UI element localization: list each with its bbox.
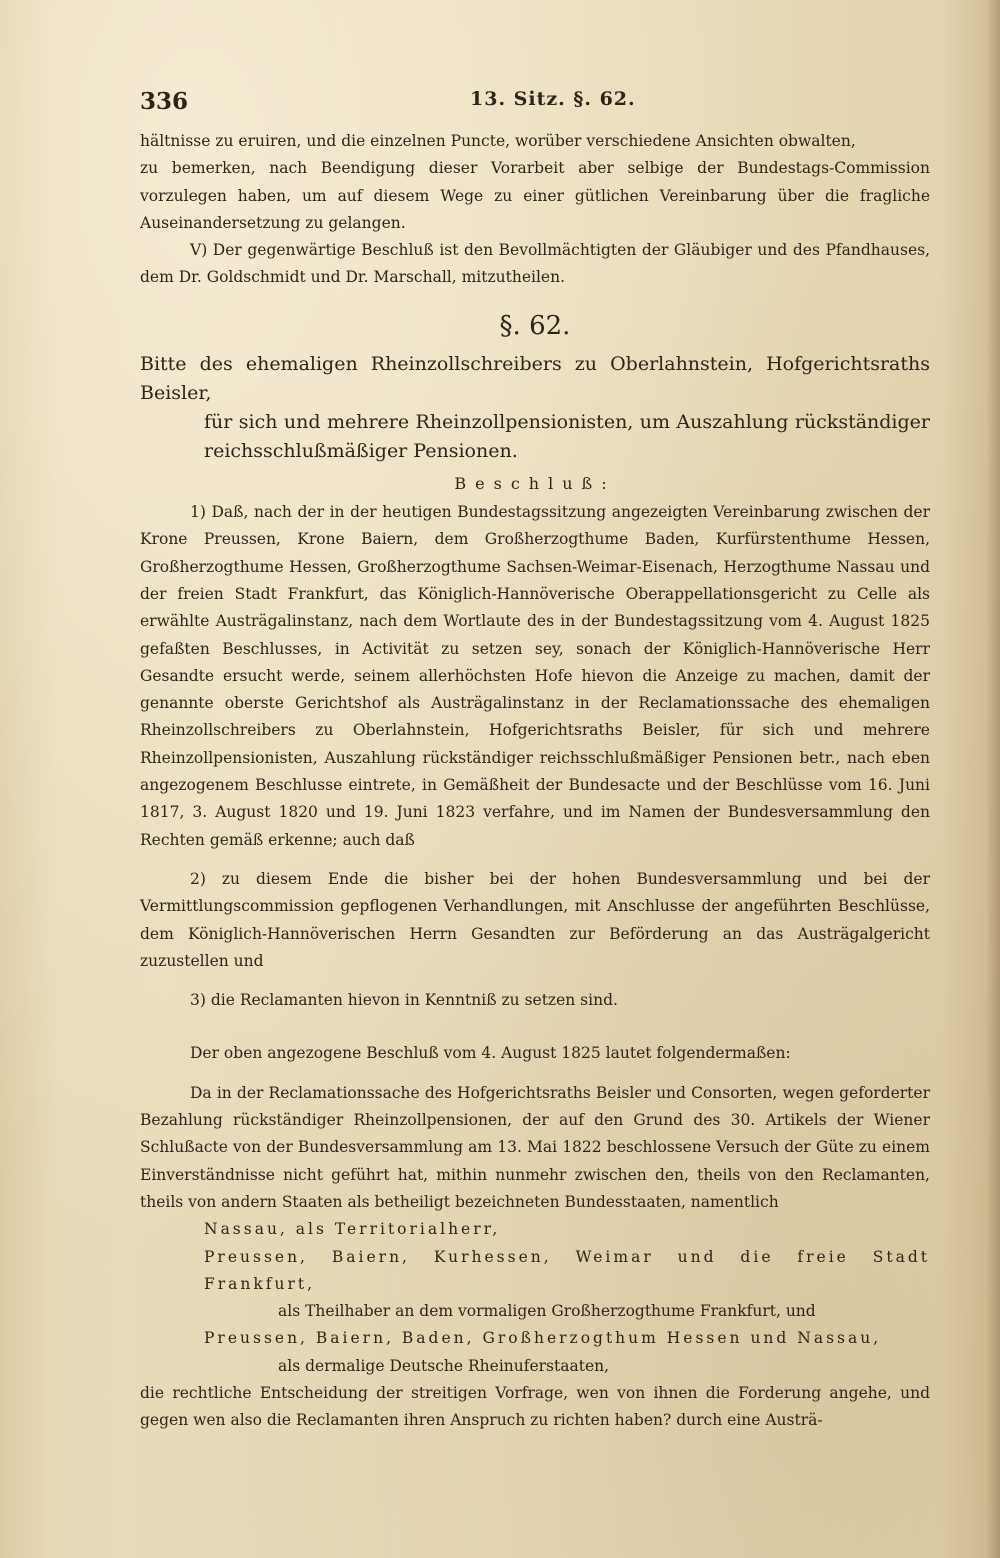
spacer bbox=[140, 1014, 930, 1040]
intro-item-5: V) Der gegenwärtige Beschluß ist den Bevollmächtigten der Gläubiger und des Pfandhauses, dem Dr. Goldschmidt und Dr. Marschall, mitzutheilen. bbox=[140, 241, 930, 287]
running-head: 13. Sitz. §. 62. bbox=[470, 88, 636, 110]
resolution-item-2: 2) zu diesem Ende die bisher bei der hohen Bundesversammlung und bei der Vermittlungscommission gepflogenen Verhandlungen, mit Anschlusse der angeführten Beschlüsse, dem Königlich-Hannöverischen Herrn Gesandten zur Beförderung an das Austrägalgericht zuzustellen und bbox=[140, 869, 930, 970]
spacer bbox=[140, 854, 930, 866]
state-list-item-2-role: als Theilhaber an dem vormaligen Großherzogthume Frankfurt, und bbox=[278, 1302, 816, 1321]
spacer bbox=[140, 1068, 930, 1080]
section-title-line-1: Bitte des ehemaligen Rheinzollschreibers zu Oberlahnstein, Hofgerichtsraths Beisler, bbox=[140, 352, 930, 404]
section-number: §. 62. bbox=[499, 310, 571, 341]
quoted-closing: die rechtliche Entscheidung der streitigen Vorfrage, wen von ihnen die Forderung angehe, und gegen wen also die Reclamanten ihren Anspruch zu richten haben? durch eine Austrä- bbox=[140, 1383, 930, 1430]
page-body bbox=[140, 128, 930, 1435]
section-title bbox=[140, 350, 930, 466]
section-title-continuation: für sich und mehrere Rheinzollpensionisten, um Auszahlung rückständiger reichsschlußmäßiger Pensionen. bbox=[204, 410, 930, 462]
state-list-item-3: Preussen, Baiern, Baden, Großherzogthum Hessen und Nassau, bbox=[204, 1329, 882, 1348]
quoted-intro: Der oben angezogene Beschluß vom 4. August 1825 lautet folgendermaßen: bbox=[190, 1044, 791, 1063]
intro-line-1: hältnisse zu eruiren, und die einzelnen Puncte, worüber verschiedene Ansichten obwalten, bbox=[140, 132, 856, 150]
page-header bbox=[140, 88, 930, 118]
spacer bbox=[140, 975, 930, 987]
state-list-item-3-role: als dermalige Deutsche Rheinuferstaaten, bbox=[278, 1356, 610, 1375]
beschluss-heading: Beschluß: bbox=[454, 473, 616, 493]
intro-paragraph: zu bemerken, nach Beendigung dieser Vorarbeit aber selbige der Bundestags-Commission vorzulegen haben, um auf diesem Wege zu einer gütlichen Vereinbarung über die fragliche Auseinandersetzung zu gelangen. bbox=[140, 159, 930, 232]
state-list bbox=[140, 1216, 930, 1380]
state-list-item-2: Preussen, Baiern, Kurhessen, Weimar und die freie Stadt Frankfurt, bbox=[204, 1247, 930, 1293]
page-edge-shadow bbox=[986, 0, 1000, 1558]
quoted-paragraph: Da in der Reclamationssache des Hofgerichtsraths Beisler und Consorten, wegen geforderter Bezahlung rückständiger Rheinzollpensionen, der auf den Grund des 30. Artikels der Wiener Schlußacte von der Bundesversammlung am 13. Mai 1822 beschlossene Versuch der Güte zu einem Einverständnisse nicht geführt hat, mithin nunmehr zwischen den, theils von den Reclamanten, theils von andern Staaten als betheiligt bezeichneten Bundesstaaten, namentlich bbox=[140, 1083, 930, 1211]
page-number: 336 bbox=[140, 88, 189, 115]
resolution-item-1: 1) Daß, nach der in der heutigen Bundestagssitzung angezeigten Vereinbarung zwischen der Krone Preussen, Krone Baiern, dem Großherzogthume Baden, Kurfürstenthume Hessen, Großherzogthume Hessen, Großherzogthume Sachsen-Weimar-Eisenach, Herzogthume Nassau und der freien Stadt Frankfurt, das Königlich-Hannöverische Oberappellationsgericht zu Celle als erwählte Austrägalinstanz, nach dem Wortlaute des in der Bundestagssitzung vom 4. August 1825 gefaßten Beschlusses, in Activität zu setzen sey, sonach der Königlich-Hannöverische Herr Gesandte ersucht werde, seinem allerhöchsten Hofe hievon die Anzeige zu machen, damit der genannte oberste Gerichtshof als Austrägalinstanz in der Reclamationssache des ehemaligen Rheinzollschreibers zu Oberlahnstein, Hofgerichtsraths Beisler, für sich und mehrere Rheinzollpensionisten, Auszahlung rückständiger reichsschlußmäßiger Pensionen betr., nach eben angezogenem Beschlusse eintrete, in Gemäßheit der Bundesacte und der Beschlüsse vom 16. Juni 1817, 3. August 1820 und 19. Juni 1823 verfahre, und im Namen der Bundesversammlung den Rechten gemäß erkenne; auch daß bbox=[140, 503, 930, 849]
resolution-item-3: 3) die Reclamanten hievon in Kenntniß zu setzen sind. bbox=[190, 991, 618, 1010]
state-list-item-1: Nassau, als Territorialherr, bbox=[204, 1220, 501, 1239]
